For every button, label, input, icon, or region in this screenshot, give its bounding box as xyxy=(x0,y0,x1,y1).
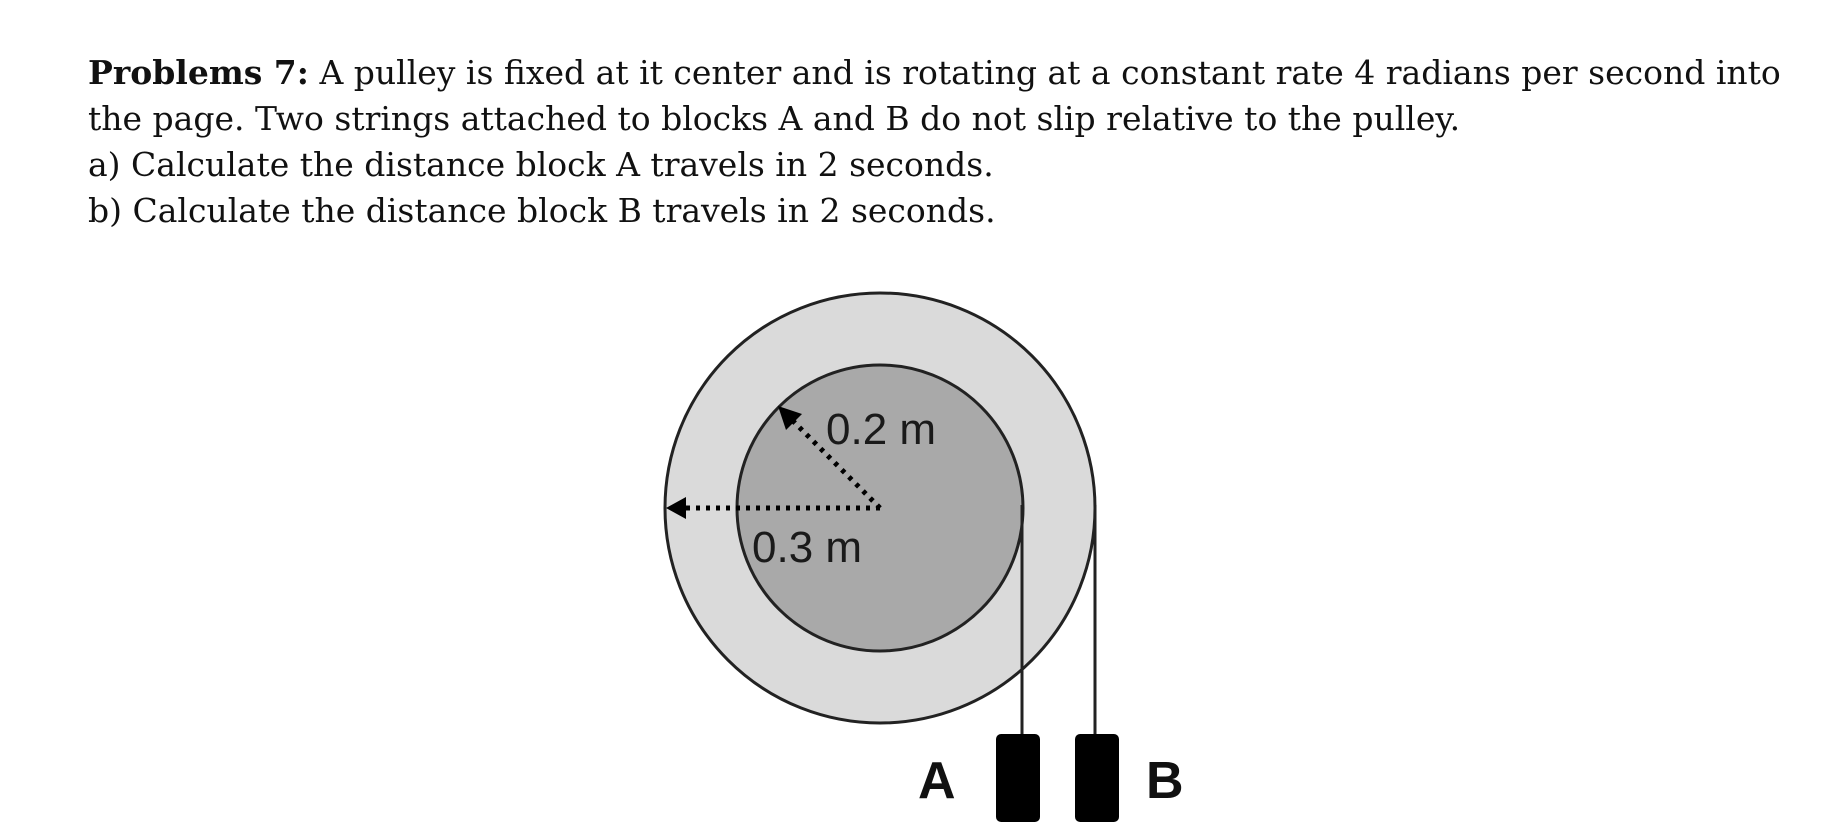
question-part-a: a) Calculate the distance block A travels in 2 seconds. xyxy=(88,145,994,184)
block-b xyxy=(1075,734,1119,822)
block-a-label: A xyxy=(918,752,956,810)
block-a xyxy=(996,734,1040,822)
question-part-b: b) Calculate the distance block B travels in 2 seconds. xyxy=(88,191,996,230)
inner-radius-label: 0.2 m xyxy=(826,405,937,454)
block-b-label: B xyxy=(1146,752,1184,810)
problem-body: A pulley is fixed at it center and is rotating at a constant rate 4 radians per second into the page. Two strings attached to blocks A and B do not slip relative to the pulley. xyxy=(88,53,1781,138)
outer-radius-label: 0.3 m xyxy=(752,523,863,572)
problem-heading: Problems 7: xyxy=(88,53,309,92)
